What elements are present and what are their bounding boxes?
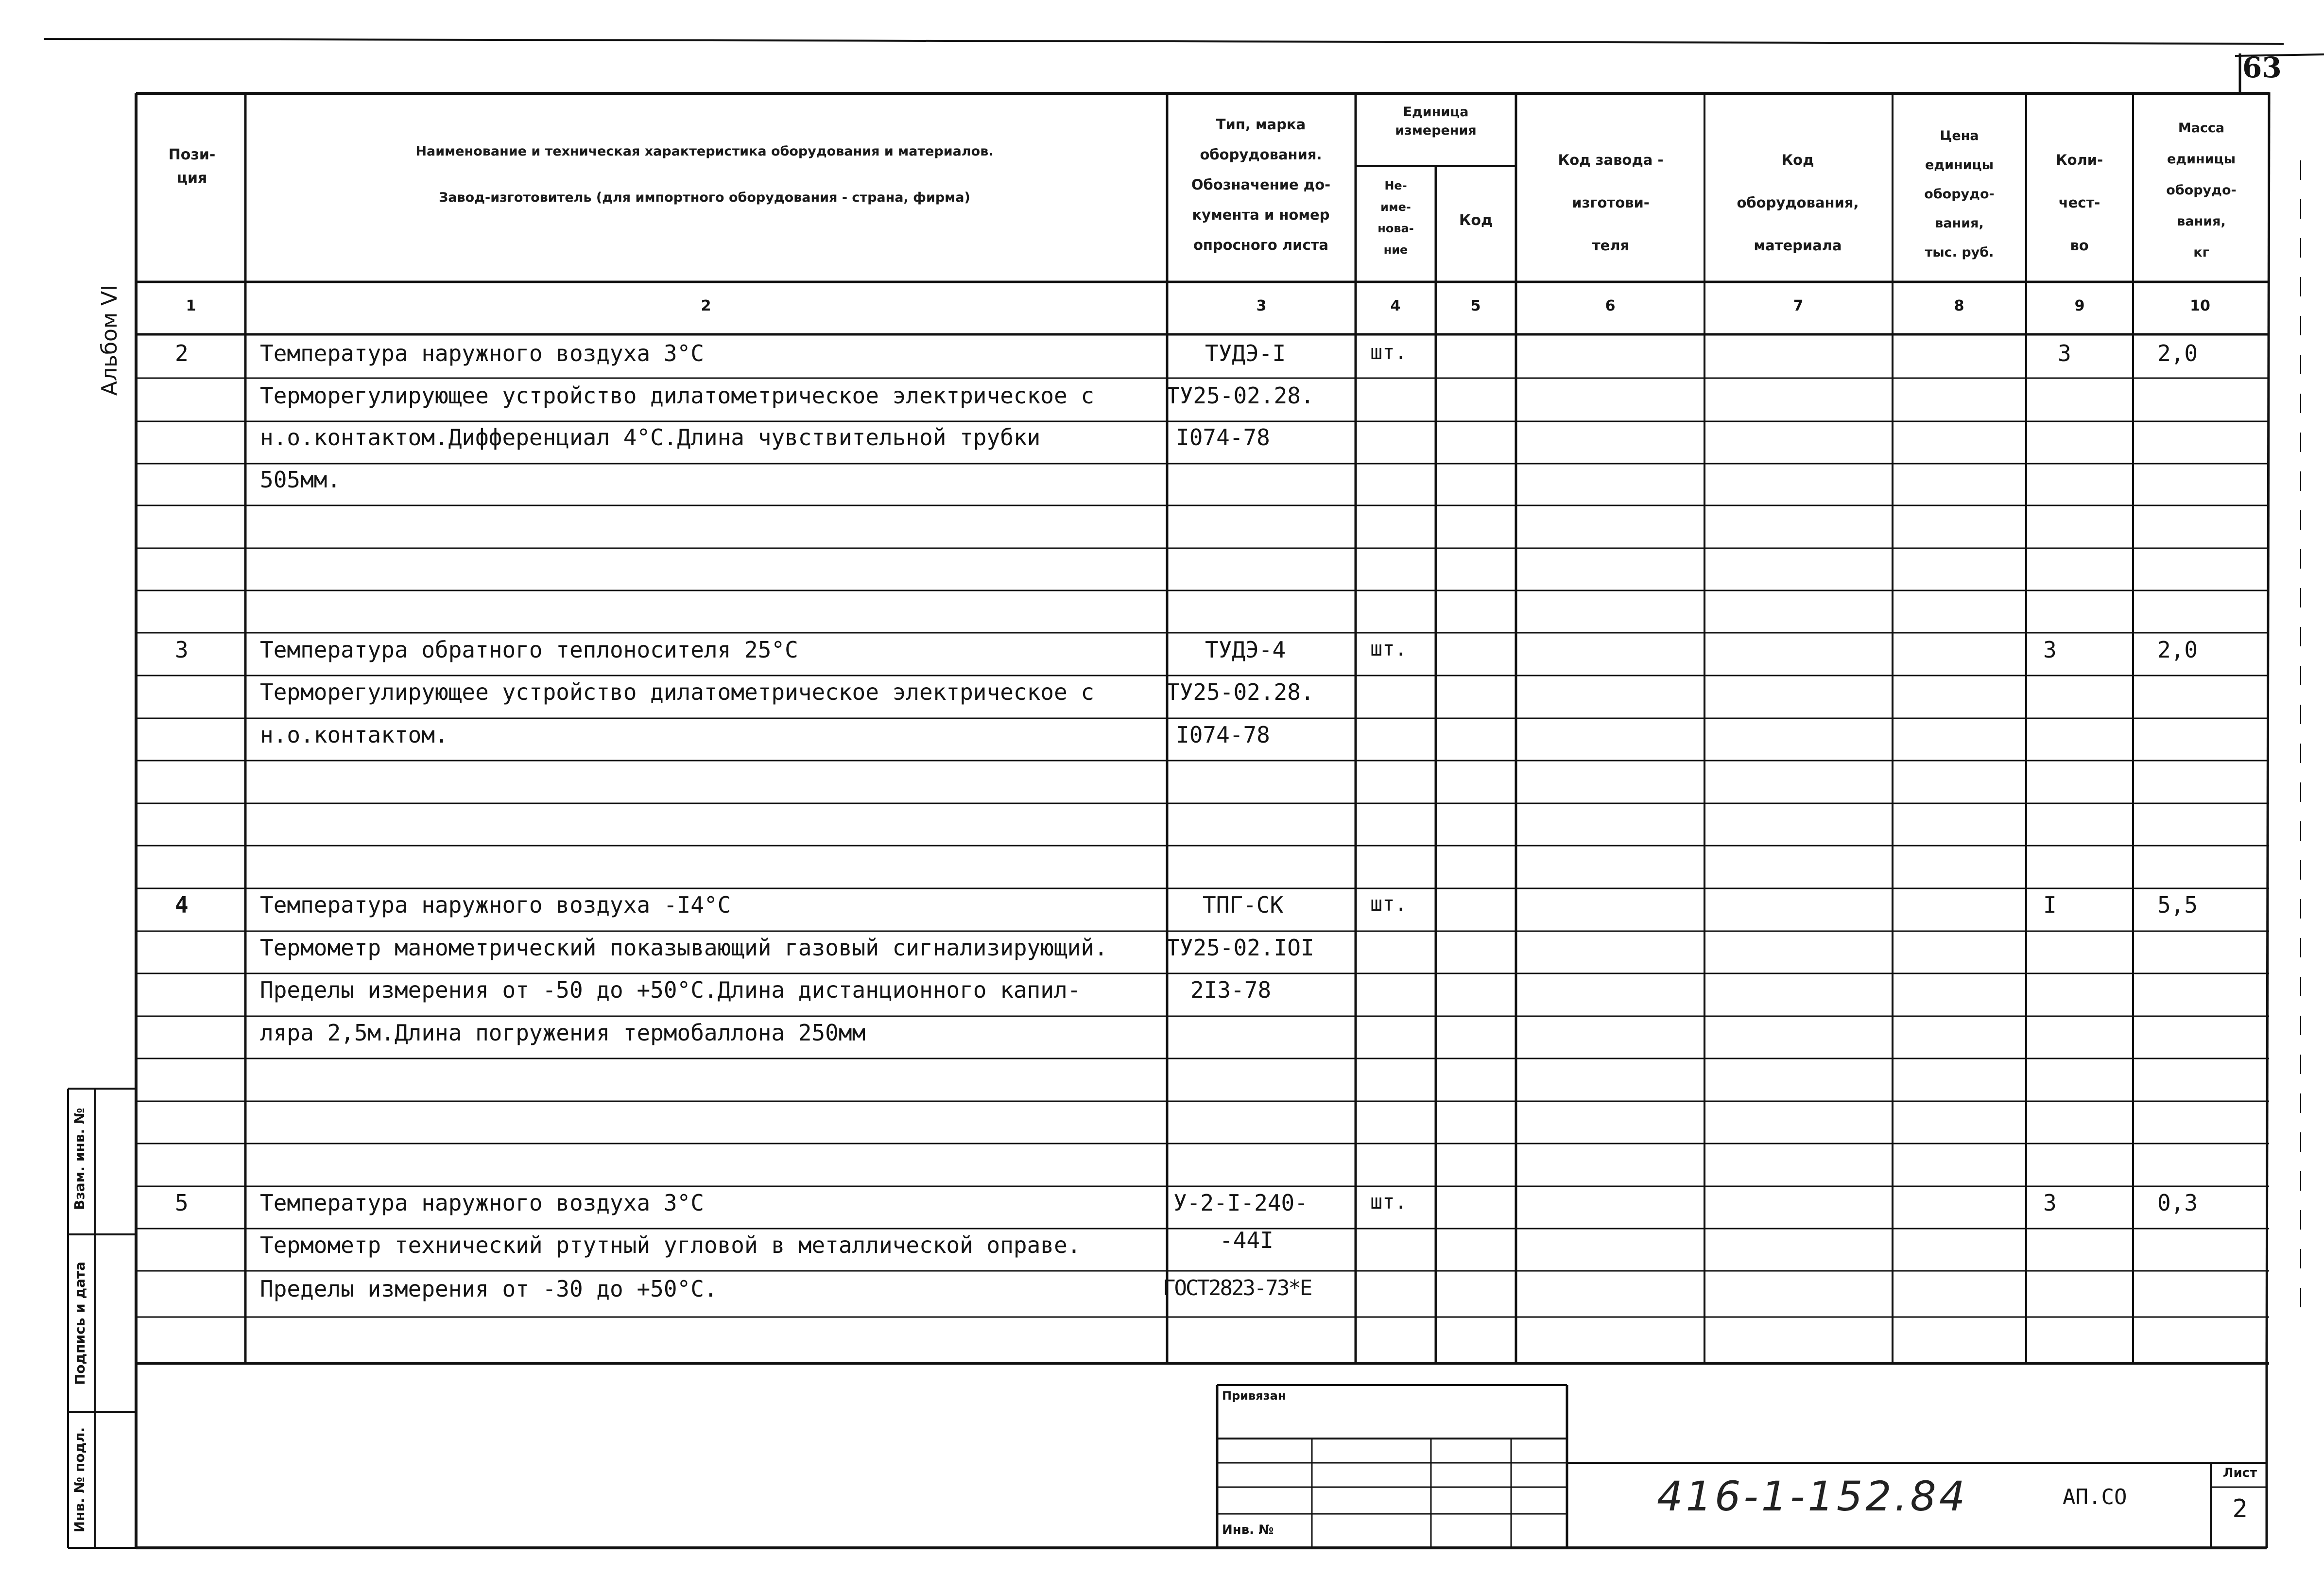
row-position: 4 <box>175 892 189 918</box>
row-description: н.о.контактом. <box>260 722 448 748</box>
row-type: -44I <box>1220 1227 1274 1253</box>
row-description: Термометр технический ртутный угловой в металлической оправе. <box>260 1232 1081 1258</box>
row-description: Терморегулирующее устройство дилатометрическое электрическое с <box>260 679 1095 705</box>
colnum-5: 5 <box>1470 297 1481 314</box>
row-mass: 2,0 <box>2157 637 2198 663</box>
row-position: 2 <box>175 340 189 366</box>
document-mark: АП.СО <box>2063 1485 2127 1509</box>
header-unit-name: Не- име- нова- ние <box>1377 179 1414 257</box>
header-mass: Масса единицы оборудо- вания, кг <box>2166 121 2237 260</box>
row-description: Температура наружного воздуха 3°С <box>260 340 704 366</box>
sidebar-podpis-data: Подпись и дата <box>72 1261 88 1386</box>
header-name-line2: Завод-изготовитель (для импортного оборудования - страна, фирма) <box>439 190 970 205</box>
colnum-10: 10 <box>2190 297 2210 314</box>
document-code: 416-1-152.84 <box>1657 1473 1968 1520</box>
page-number: 63 <box>2242 51 2282 84</box>
header-plant-code: Код завода - изготови- теля <box>1558 152 1664 254</box>
row-unit: шт. <box>1370 1190 1407 1214</box>
row-description: ляра 2,5м.Длина погружения термобаллона 250мм <box>260 1020 866 1046</box>
row-type: ТПГ-СК <box>1203 892 1284 918</box>
row-mass: 0,3 <box>2157 1190 2198 1216</box>
sheet-label: Лист <box>2222 1466 2257 1480</box>
album-label: Альбом VI <box>97 284 122 396</box>
row-type: ТУДЭ-4 <box>1205 637 1286 663</box>
row-type: ТУДЭ-I <box>1205 340 1286 366</box>
row-description: н.о.контактом.Дифференциал 4°С.Длина чувствительной трубки <box>260 424 1041 451</box>
sheet-number: 2 <box>2232 1494 2248 1524</box>
row-quantity: 3 <box>2043 637 2057 663</box>
row-type: I074-78 <box>1176 722 1270 748</box>
row-position: 5 <box>175 1190 189 1216</box>
row-description: Терморегулирующее устройство дилатометрическое электрическое с <box>260 382 1095 409</box>
row-type: ТУ25-02.28. <box>1166 679 1314 705</box>
row-unit: шт. <box>1370 340 1407 364</box>
sidebar-inv-podl: Инв. № подл. <box>71 1427 87 1533</box>
row-type: I074-78 <box>1176 424 1270 451</box>
row-description: Температура наружного воздуха 3°С <box>260 1190 704 1216</box>
sidebar-vzam-inv: Взам. инв. № <box>71 1108 87 1210</box>
header-quantity: Коли- чест- во <box>2055 152 2103 254</box>
row-description: Температура обратного теплоносителя 25°С <box>260 637 798 663</box>
stamp-privyazan: Привязан <box>1222 1389 1286 1403</box>
row-type: 2I3-78 <box>1190 977 1272 1003</box>
header-unit-code: Код <box>1459 212 1493 229</box>
colnum-6: 6 <box>1605 297 1616 314</box>
colnum-1: 1 <box>186 297 196 314</box>
row-type: У-2-I-240- <box>1173 1190 1308 1216</box>
row-description: Термометр манометрический показывающий газовый сигнализирующий. <box>260 935 1108 961</box>
colnum-3: 3 <box>1256 297 1267 314</box>
colnum-2: 2 <box>701 297 711 314</box>
header-unit-price: Цена единицы оборудо- вания, тыс. руб. <box>1924 128 1995 260</box>
header-name-line1: Наименование и техническая характеристика оборудования и материалов. <box>415 144 994 159</box>
header-position: Пози- ция <box>168 146 216 187</box>
row-unit: шт. <box>1370 637 1407 660</box>
row-description: Пределы измерения от -50 до +50°С.Длина дистанционного капил- <box>260 977 1081 1003</box>
row-type: ТУ25-02.28. <box>1166 382 1314 409</box>
row-description: Пределы измерения от -30 до +50°С. <box>260 1276 718 1302</box>
colnum-8: 8 <box>1954 297 1964 314</box>
row-description: 505мм. <box>260 467 341 493</box>
row-quantity: 3 <box>2058 340 2071 366</box>
row-mass: 5,5 <box>2157 892 2198 918</box>
colnum-9: 9 <box>2074 297 2085 314</box>
row-quantity: I <box>2043 892 2057 918</box>
colnum-4: 4 <box>1390 297 1401 314</box>
header-unit: Единица измерения <box>1395 104 1477 138</box>
row-type: ТУ25-02.IOI <box>1166 935 1314 961</box>
row-position: 3 <box>175 637 189 663</box>
header-type: Тип, марка оборудования. Обозначение до- кумента и номер опросного листа <box>1191 116 1331 253</box>
colnum-7: 7 <box>1793 297 1804 314</box>
row-mass: 2,0 <box>2157 340 2198 366</box>
row-type: ГОСТ2823-73*Е <box>1163 1276 1311 1301</box>
header-equipment-code: Код оборудования, материала <box>1737 152 1859 254</box>
row-quantity: 3 <box>2043 1190 2057 1216</box>
stamp-inv-no: Инв. № <box>1222 1523 1274 1537</box>
row-unit: шт. <box>1370 892 1407 916</box>
row-description: Температура наружного воздуха -I4°С <box>260 892 731 918</box>
